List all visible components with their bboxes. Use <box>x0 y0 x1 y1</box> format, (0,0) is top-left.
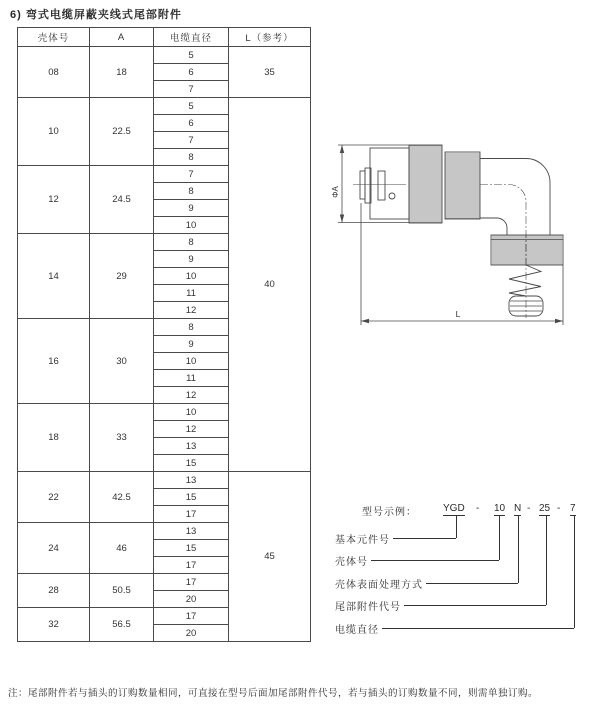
dimension-phi-a <box>338 145 409 223</box>
cable-diameter-cell: 17 <box>154 506 229 523</box>
cable-diameter-cell: 12 <box>154 387 229 404</box>
table-row <box>18 47 311 64</box>
leader-line <box>404 605 546 606</box>
cable-diameter-cell: 6 <box>154 115 229 132</box>
cable-diameter-cell: 20 <box>154 625 229 642</box>
a-dimension-cell: 18 <box>90 47 154 98</box>
leader-line <box>426 583 518 584</box>
cable-diameter-cell: 17 <box>154 608 229 625</box>
table-header-row <box>18 28 311 47</box>
cable-diameter-cell: 8 <box>154 149 229 166</box>
cable-diameter-cell: 11 <box>154 285 229 302</box>
leader-line-vertical <box>499 516 500 560</box>
cable-diameter-cell: 10 <box>154 404 229 421</box>
cable-diameter-cell: 15 <box>154 540 229 557</box>
label-cable-diameter: 电缆直径 <box>335 622 574 635</box>
cable-diameter-cell: 10 <box>154 268 229 285</box>
cable-diameter-cell: 6 <box>154 64 229 81</box>
cable-diameter-cell: 17 <box>154 574 229 591</box>
code-basic-part: YGD <box>443 503 465 514</box>
a-dimension-cell: 42.5 <box>90 472 154 523</box>
shell-number-cell: 18 <box>18 404 90 472</box>
code-separator: - <box>476 503 480 514</box>
leader-line <box>382 628 574 629</box>
leader-line-vertical <box>518 516 519 583</box>
coupling-nut <box>491 235 563 265</box>
shell-number-cell: 14 <box>18 234 90 319</box>
dim-a-label: ΦA <box>331 186 340 198</box>
cable-diameter-cell: 20 <box>154 591 229 608</box>
code-finish: N <box>514 503 522 514</box>
column-header: L（参考） <box>229 28 311 47</box>
cable-diameter-cell: 12 <box>154 302 229 319</box>
cable-diameter-cell: 10 <box>154 353 229 370</box>
spec-table <box>17 27 311 642</box>
knurl-ring-rear <box>445 152 480 219</box>
cable-diameter-cell: 7 <box>154 81 229 98</box>
cable-diameter-cell: 17 <box>154 557 229 574</box>
code-tail-accessory: 25 <box>539 503 551 514</box>
a-dimension-cell: 30 <box>90 319 154 404</box>
cable-diameter-cell: 7 <box>154 166 229 183</box>
shell-number-cell: 28 <box>18 574 90 608</box>
table-row <box>18 98 311 115</box>
cable-diameter-cell: 9 <box>154 200 229 217</box>
a-dimension-cell: 46 <box>90 523 154 574</box>
code-separator: - <box>557 503 561 514</box>
column-header: 电缆直径 <box>154 28 229 47</box>
a-dimension-cell: 50.5 <box>90 574 154 608</box>
cable-ferrule <box>509 296 543 316</box>
label-basic-part: 基本元件号 <box>335 532 456 545</box>
label-shell-size: 壳体号 <box>335 554 499 567</box>
cable-diameter-cell: 8 <box>154 319 229 336</box>
cable-diameter-cell: 13 <box>154 523 229 540</box>
a-dimension-cell: 33 <box>90 404 154 472</box>
cable-diameter-cell: 13 <box>154 438 229 455</box>
cable-diameter-cell: 5 <box>154 47 229 64</box>
cable-diameter-cell: 5 <box>154 98 229 115</box>
shell-number-cell: 08 <box>18 47 90 98</box>
shell-number-cell: 22 <box>18 472 90 523</box>
l-reference-cell: 40 <box>229 98 311 472</box>
a-dimension-cell: 29 <box>90 234 154 319</box>
label-finish: 壳体表面处理方式 <box>335 577 518 590</box>
leader-line <box>371 560 499 561</box>
cable-diameter-cell: 8 <box>154 234 229 251</box>
cable-diameter-cell: 12 <box>154 421 229 438</box>
model-number-example <box>330 495 607 645</box>
shell-number-cell: 12 <box>18 166 90 234</box>
leader-line <box>393 538 456 539</box>
cable-diameter-cell: 15 <box>154 489 229 506</box>
cable-diameter-cell: 8 <box>154 183 229 200</box>
section-title: 6) 弯式电缆屏蔽夹线式尾部附件 <box>10 9 182 21</box>
l-reference-cell: 45 <box>229 472 311 642</box>
knurl-ring-front <box>409 145 442 223</box>
a-dimension-cell: 24.5 <box>90 166 154 234</box>
cable-diameter-cell: 13 <box>154 472 229 489</box>
connector-technical-drawing <box>330 135 580 333</box>
cable-diameter-cell: 10 <box>154 217 229 234</box>
clamp-spring <box>509 265 541 296</box>
code-shell-size: 10 <box>494 503 506 514</box>
elbow-outline <box>480 159 550 236</box>
footnote: 注：尾部附件若与插头的订购数量相同，可直接在型号后面加尾部附件代号，若与插头的订购数量不同，则需单独订购。 <box>8 688 539 699</box>
cable-diameter-cell: 9 <box>154 251 229 268</box>
polarize-key-detail <box>389 193 395 199</box>
table-row <box>18 472 311 489</box>
dim-l-label: L <box>455 309 461 319</box>
l-reference-cell: 35 <box>229 47 311 98</box>
shell-number-cell: 10 <box>18 98 90 166</box>
shell-number-cell: 16 <box>18 319 90 404</box>
a-dimension-cell: 22.5 <box>90 98 154 166</box>
cable-diameter-cell: 11 <box>154 370 229 387</box>
leader-line-vertical <box>546 516 547 605</box>
label-tail-accessory: 尾部附件代号 <box>335 599 546 612</box>
column-header: 壳体号 <box>18 28 90 47</box>
shell-number-cell: 32 <box>18 608 90 642</box>
shell-number-cell: 24 <box>18 523 90 574</box>
code-separator: - <box>527 503 531 514</box>
cable-diameter-cell: 9 <box>154 336 229 353</box>
model-example-caption: 型号示例： <box>362 507 417 518</box>
leader-line-vertical <box>456 516 457 538</box>
column-header: A <box>90 28 154 47</box>
code-cable-diameter: 7 <box>570 503 576 514</box>
cable-diameter-cell: 15 <box>154 455 229 472</box>
leader-line-vertical <box>574 516 575 628</box>
a-dimension-cell: 56.5 <box>90 608 154 642</box>
cable-diameter-cell: 7 <box>154 132 229 149</box>
